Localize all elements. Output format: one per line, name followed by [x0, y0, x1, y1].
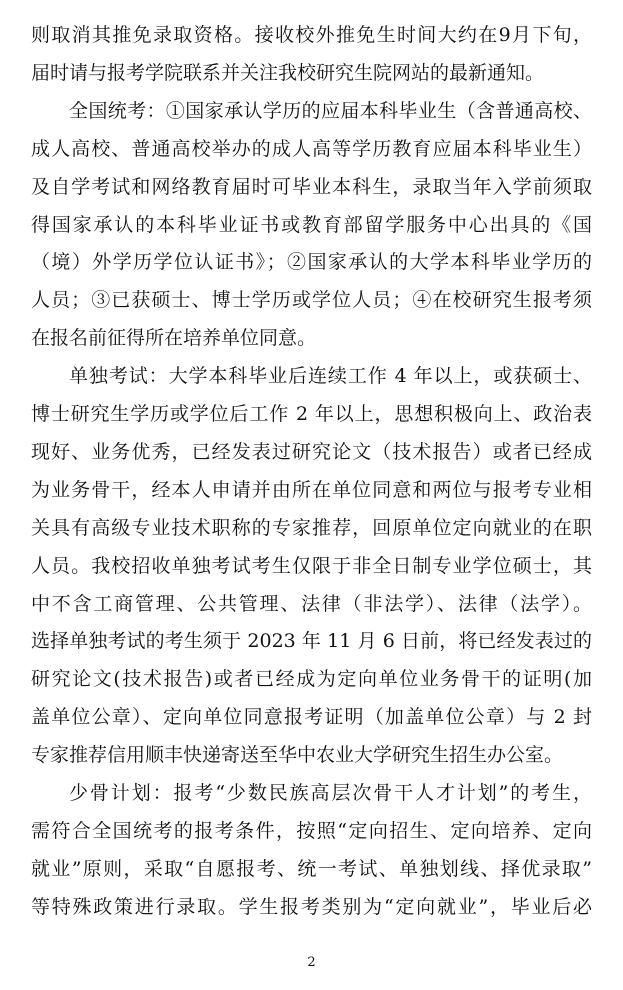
- text-line: 选择单独考试的考生须于 2023 年 11 月 6 日前，将已经发表过的: [31, 630, 592, 653]
- text-line: 成人高校、普通高校举办的成人高等学历教育应届本科毕业生）: [31, 137, 592, 160]
- text-line: 及自学考试和网络教育届时可毕业本科生，录取当年入学前须取: [31, 175, 592, 198]
- text-line: 专家推荐信用顺丰快递寄送至华中农业大学研究生招生办公室。: [31, 744, 564, 767]
- text-line: 届时请与报考学院联系并关注我校研究生院网站的最新通知。: [31, 61, 545, 84]
- text-line: 现好、业务优秀，已经发表过研究论文（技术报告）或者已经成: [31, 440, 592, 463]
- text-line: 关具有高级专业技术职称的专家推荐，回原单位定向就业的在职: [31, 516, 592, 539]
- text-line: 盖单位公章）、定向单位同意报考证明（加盖单位公章）与 2 封: [31, 706, 592, 729]
- text-line: 单独考试：大学本科毕业后连续工作 4 年以上，或获硕士、: [69, 365, 592, 388]
- text-line: 人员；③已获硕士、博士学历或学位人员；④在校研究生报考须: [31, 289, 592, 312]
- page-number: 2: [307, 955, 316, 970]
- text-line: 少骨计划：报考“少数民族高层次骨干人才计划”的考生，: [69, 782, 592, 804]
- text-line: 人员。我校招收单独考试考生仅限于非全日制专业学位硕士，其: [31, 554, 592, 577]
- text-line: 为业务骨干，经本人申请并由所在单位同意和两位与报考专业相: [31, 478, 592, 501]
- text-line: 博士研究生学历或学位后工作 2 年以上，思想积极向上、政治表: [31, 403, 592, 425]
- text-line: 等特殊政策进行录取。学生报考类别为“定向就业”，毕业后必: [31, 895, 592, 918]
- text-line: 在报名前征得所在培养单位同意。: [31, 327, 317, 350]
- text-line: 中不含工商管理、公共管理、法律（非法学）、法律（法学）。: [31, 592, 592, 615]
- text-line: 需符合全国统考的报考条件，按照“定向招生、定向培养、定向: [31, 819, 592, 842]
- text-line: 就业”原则，采取“自愿报考、统一考试、单独划线、择优录取”: [31, 857, 592, 880]
- text-line: 研究论文(技术报告)或者已经成为定向单位业务骨干的证明(加: [31, 668, 592, 691]
- text-line: 全国统考：①国家承认学历的应届本科毕业生（含普通高校、: [69, 99, 592, 122]
- text-line: 得国家承认的本科毕业证书或教育部留学服务中心出具的《国: [31, 213, 592, 236]
- text-line: 则取消其推免录取资格。接收校外推免生时间大约在9月下旬，: [31, 24, 592, 46]
- text-line: （境）外学历学位认证书》；②国家承认的大学本科毕业学历的: [31, 251, 592, 274]
